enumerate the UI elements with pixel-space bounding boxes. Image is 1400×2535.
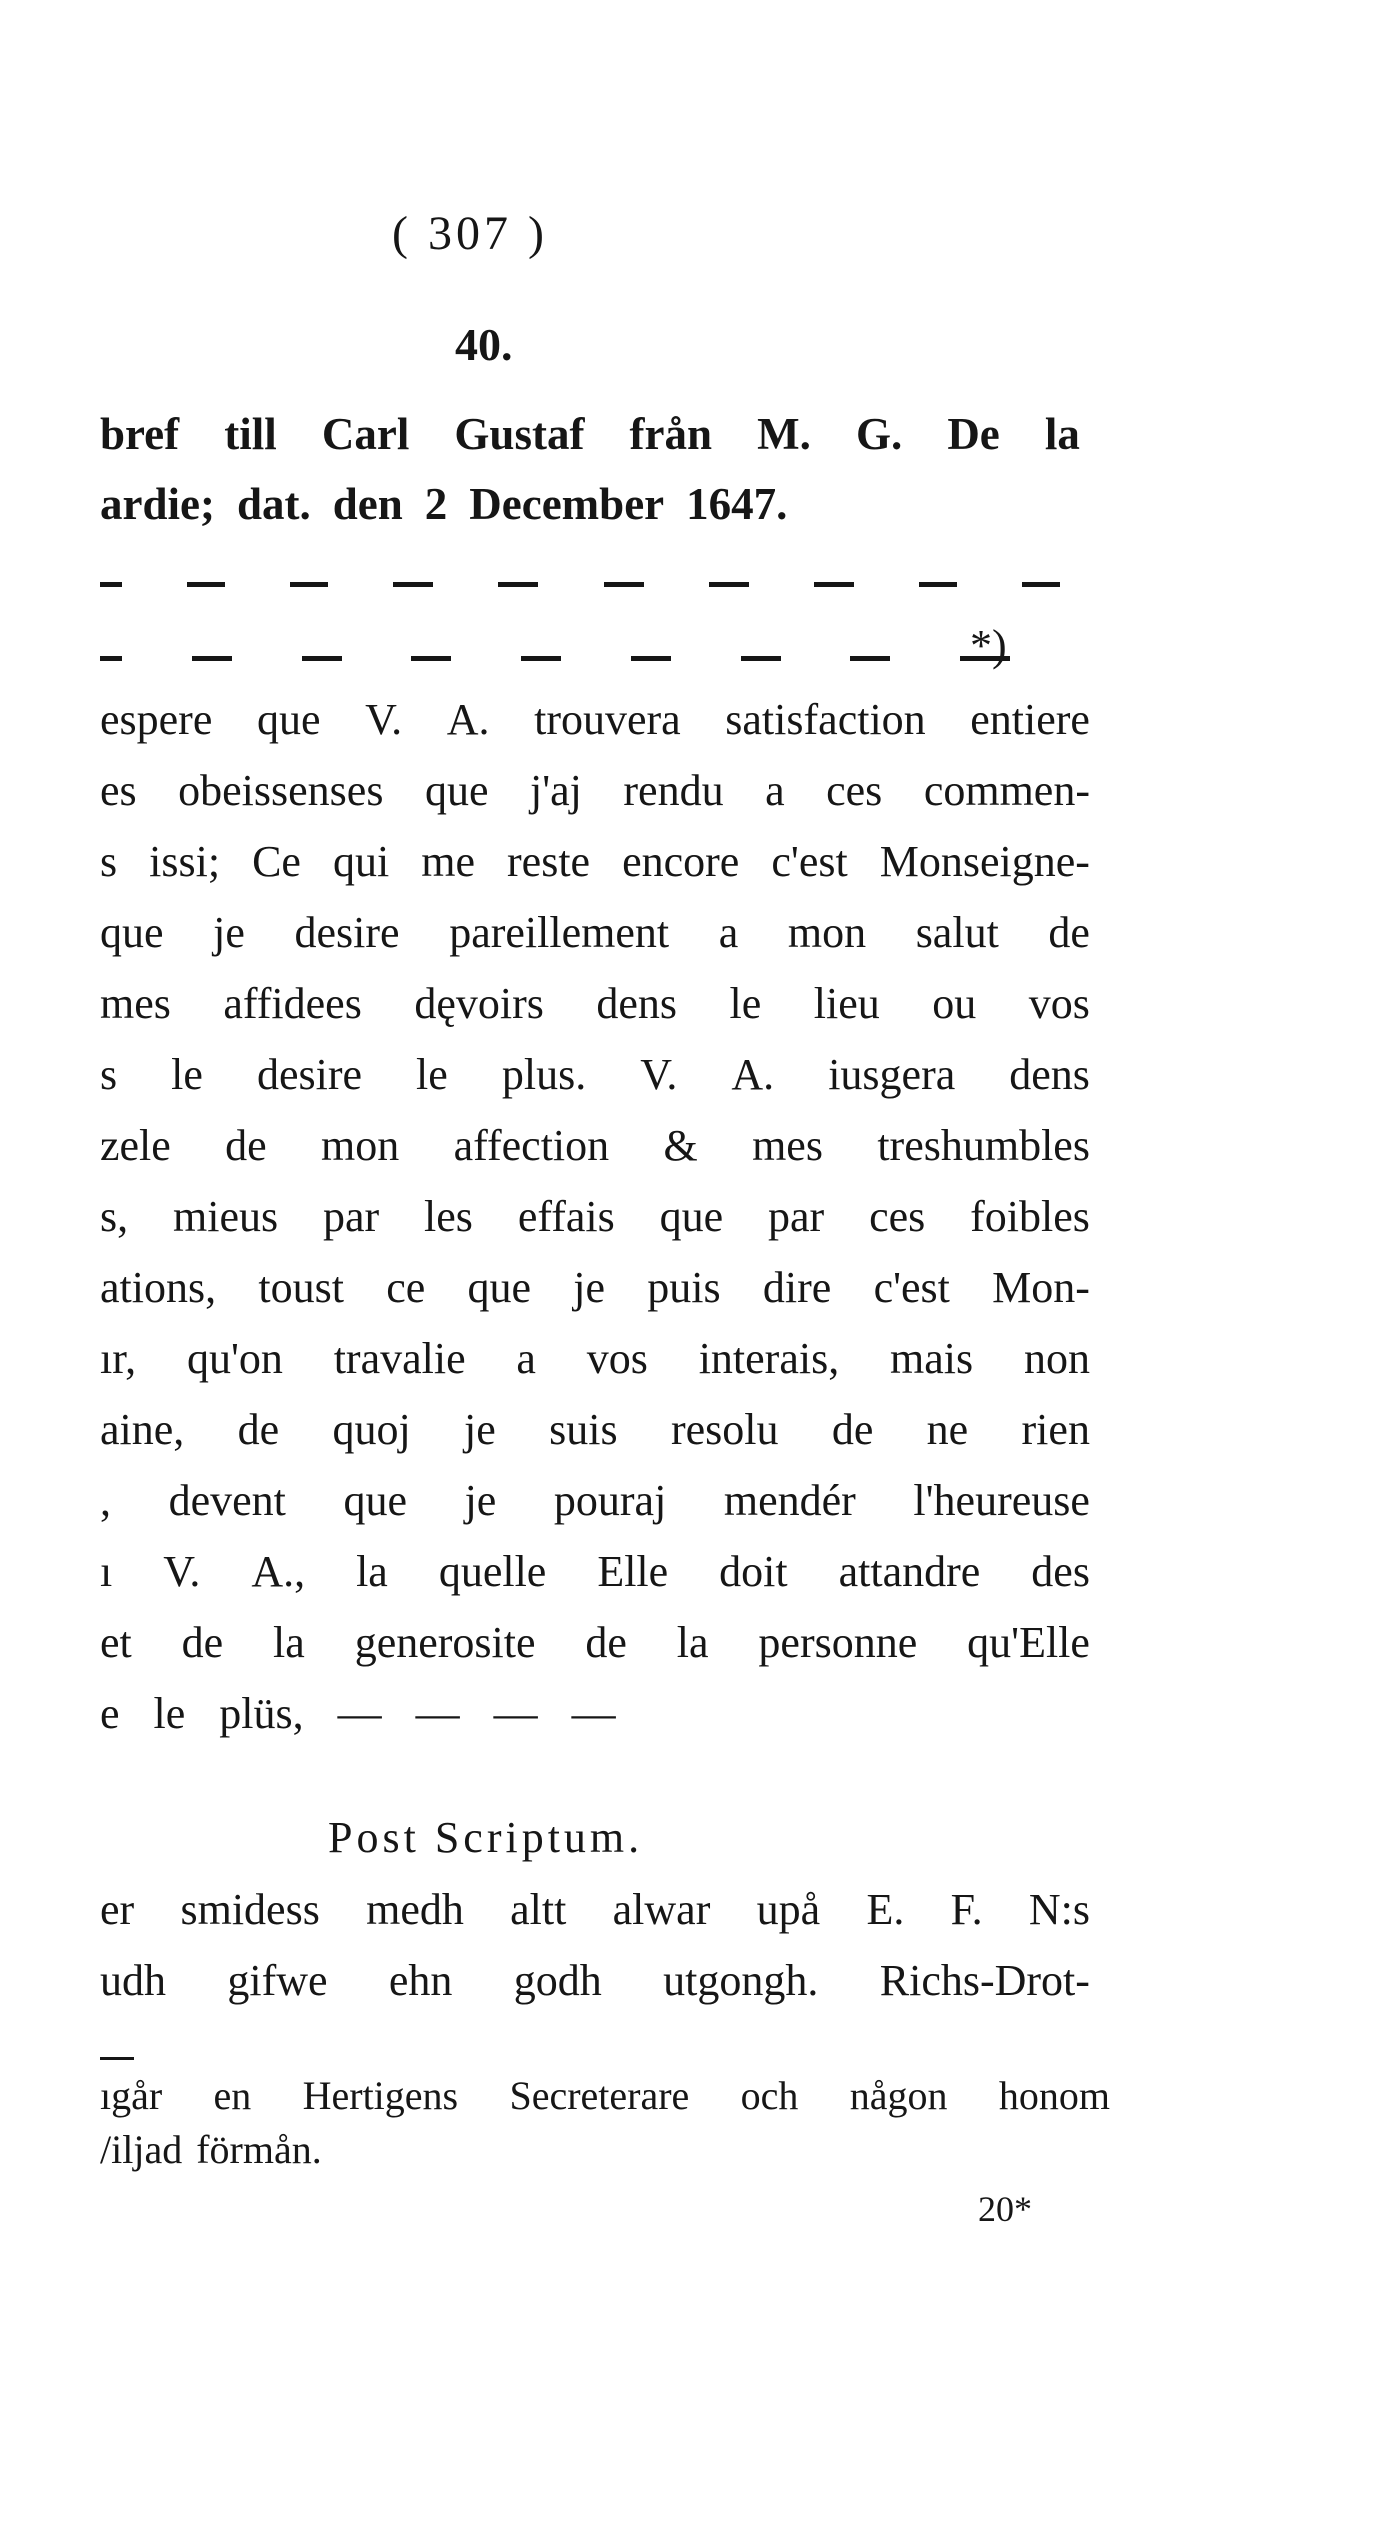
word: travalie [333, 1334, 466, 1383]
word: le [729, 979, 762, 1028]
word: dens [596, 979, 678, 1028]
word: non [1023, 1334, 1090, 1383]
word: vos [1028, 979, 1090, 1028]
word: quelle [438, 1547, 547, 1596]
word: ne [926, 1405, 969, 1454]
word: ces [869, 1192, 926, 1241]
word: ces [826, 766, 883, 815]
word: de [225, 1121, 267, 1170]
word: me [421, 837, 475, 886]
word: någon [849, 2073, 948, 2118]
word: och [740, 2073, 799, 2118]
word: Richs-Drot- [879, 1956, 1090, 2005]
word: issi; [149, 837, 221, 886]
word: entiere [970, 695, 1090, 744]
word: 1647. [686, 479, 788, 529]
word: a [765, 766, 785, 815]
word: que [100, 908, 164, 957]
word: que [424, 766, 489, 815]
word: qu'Elle [967, 1618, 1090, 1667]
postscript-line [100, 1880, 1090, 1940]
word: mes [100, 979, 171, 1028]
word: Elle [597, 1547, 669, 1596]
word: gifwe [227, 1956, 328, 2005]
word: A. [446, 695, 490, 744]
word: generosite [354, 1618, 536, 1667]
word: la [1044, 409, 1080, 459]
word: la [356, 1547, 388, 1596]
word: från [629, 409, 713, 459]
word: quoj [332, 1405, 411, 1454]
word: G. [855, 409, 903, 459]
word: A., [251, 1547, 306, 1596]
word: dat. [236, 479, 311, 529]
word: ardie; [100, 479, 215, 529]
word: que [467, 1263, 532, 1312]
word: den [332, 479, 403, 529]
word: que [256, 695, 321, 744]
word: par [322, 1192, 380, 1241]
body-line [100, 1329, 1090, 1389]
word: — [415, 1689, 460, 1738]
word: par [768, 1192, 825, 1241]
body-line [100, 1187, 1090, 1247]
word: vos [586, 1334, 648, 1383]
word: effais [517, 1192, 615, 1241]
body-line [100, 761, 1090, 821]
word: alwar [612, 1885, 711, 1934]
word: qu'on [186, 1334, 283, 1383]
word: de [237, 1405, 280, 1454]
word: till [224, 409, 277, 459]
letter-number: 40. [455, 319, 513, 370]
word: — [337, 1689, 382, 1738]
word: a [718, 908, 739, 957]
word: er [100, 1885, 135, 1934]
word: F. [950, 1885, 983, 1934]
word: c'est [873, 1263, 950, 1312]
word: suis [549, 1405, 618, 1454]
word: satisfaction [725, 695, 926, 744]
word: mendér [723, 1476, 856, 1525]
word: Hertigens [302, 2073, 459, 2118]
word: treshumbles [877, 1121, 1090, 1170]
word: le [416, 1050, 448, 1099]
body-line [100, 1542, 1090, 1602]
body-line [100, 1258, 1090, 1318]
footnote-line [100, 2070, 1110, 2122]
word: Monseigne- [879, 837, 1090, 886]
word: de [181, 1618, 224, 1667]
word: que [343, 1476, 407, 1525]
word: lieu [813, 979, 880, 1028]
page-number: ( 307 ) [392, 207, 548, 260]
word: s [100, 1050, 118, 1099]
word: le [153, 1689, 186, 1738]
word: desire [294, 908, 400, 957]
word: December [469, 479, 665, 529]
word: l'heureuse [913, 1476, 1090, 1525]
word: les [424, 1192, 473, 1241]
word: N:s [1028, 1885, 1090, 1934]
ellipsis-dashes-1 [100, 574, 1060, 594]
word: qui [332, 837, 390, 886]
body-line [100, 1045, 1090, 1105]
word: affection [453, 1121, 610, 1170]
body-line [100, 1613, 1090, 1673]
word: personne [758, 1618, 918, 1667]
word: medh [366, 1885, 464, 1934]
word: obeissenses [178, 766, 384, 815]
word: pouraj [553, 1476, 667, 1525]
word: de [831, 1405, 874, 1454]
postscript-title: Post Scriptum. [328, 1813, 644, 1862]
word: commen- [923, 766, 1090, 815]
word: plüs, [219, 1689, 304, 1738]
word: des [1031, 1547, 1090, 1596]
body-line [100, 1684, 1090, 1744]
word: udh [100, 1956, 166, 2005]
word: Secreterare [509, 2073, 690, 2118]
word: je [464, 1476, 497, 1525]
word: aine, [100, 1405, 185, 1454]
word: trouvera [534, 695, 681, 744]
word: Mon- [992, 1263, 1090, 1312]
word: je [213, 908, 245, 957]
heading-line-1 [100, 404, 1080, 464]
heading-line-2 [100, 474, 1090, 534]
word: ations, [100, 1263, 217, 1312]
word: Carl [321, 409, 410, 459]
word: M. [757, 409, 811, 459]
footnote-line [100, 2124, 1110, 2176]
body-line [100, 903, 1090, 963]
word: bref [100, 409, 180, 459]
word: /iljad [100, 2127, 183, 2172]
word: dens [1009, 1050, 1090, 1099]
word: pareillement [449, 908, 670, 957]
word: utgongh. [663, 1956, 819, 2005]
word: De [947, 409, 1000, 459]
word: plus. [501, 1050, 587, 1099]
word: espere [100, 695, 213, 744]
word: honom [998, 2073, 1110, 2118]
word: desire [256, 1050, 363, 1099]
word: ı [100, 1547, 113, 1596]
body-line [100, 690, 1090, 750]
word: mais [890, 1334, 974, 1383]
word: la [273, 1618, 305, 1667]
word: affidees [223, 979, 362, 1028]
word: encore [622, 837, 740, 886]
word: toust [258, 1263, 344, 1312]
word: la [676, 1618, 709, 1667]
word: — [571, 1689, 616, 1738]
word: iusgera [828, 1050, 956, 1099]
word: mon [321, 1121, 400, 1170]
word: ou [932, 979, 977, 1028]
word: reste [507, 837, 591, 886]
word: A. [731, 1050, 775, 1099]
word: mes [752, 1121, 823, 1170]
word: zele [100, 1121, 171, 1170]
word: foibles [970, 1192, 1090, 1241]
word: s [100, 837, 118, 886]
word: & [663, 1121, 698, 1170]
word: rien [1021, 1405, 1090, 1454]
word: ıgår [100, 2073, 163, 2118]
word: Gustaf [454, 409, 585, 459]
word: resolu [670, 1405, 779, 1454]
word: que [659, 1192, 724, 1241]
word: rendu [623, 766, 724, 815]
word: es [100, 766, 137, 815]
footnote-rule [100, 2048, 140, 2068]
word: doit [719, 1547, 788, 1596]
word: , [100, 1476, 111, 1525]
word: V. [640, 1050, 678, 1099]
word: interais, [698, 1334, 840, 1383]
word: ce [386, 1263, 426, 1312]
word: upå [756, 1885, 821, 1934]
word: de [1048, 908, 1090, 957]
word: en [213, 2073, 252, 2118]
word: s, [100, 1192, 129, 1241]
word: salut [915, 908, 999, 957]
ellipsis-footnote-mark: *) [970, 621, 1007, 670]
word: ır, [100, 1334, 137, 1383]
word: godh [513, 1956, 602, 2005]
word: förmån. [196, 2127, 322, 2172]
word: puis [647, 1263, 721, 1312]
word: c'est [771, 837, 848, 886]
word: mieus [173, 1192, 279, 1241]
word: V. [163, 1547, 201, 1596]
word: V. [365, 695, 403, 744]
word: dęvoirs [414, 979, 544, 1028]
ellipsis-dashes-2 [100, 648, 1010, 668]
word: Ce [252, 837, 301, 886]
word: smidess [180, 1885, 320, 1934]
word: a [516, 1334, 536, 1383]
body-line [100, 974, 1090, 1034]
word: devent [168, 1476, 286, 1525]
postscript-line [100, 1951, 1090, 2011]
word: 2 [424, 479, 448, 529]
word: mon [787, 908, 867, 957]
word: dire [762, 1263, 832, 1312]
signature-mark: 20* [978, 2189, 1032, 2229]
body-line [100, 1471, 1090, 1531]
word: ehn [388, 1956, 453, 2005]
body-line [100, 1400, 1090, 1460]
word: le [171, 1050, 203, 1099]
body-line [100, 832, 1090, 892]
word: j'aj [530, 766, 582, 815]
word: attandre [838, 1547, 981, 1596]
word: e [100, 1689, 120, 1738]
word: — [493, 1689, 538, 1738]
word: altt [510, 1885, 567, 1934]
word: de [585, 1618, 627, 1667]
body-line [100, 1116, 1090, 1176]
word: je [573, 1263, 606, 1312]
word: E. [866, 1885, 905, 1934]
word: je [464, 1405, 496, 1454]
word: et [100, 1618, 132, 1667]
